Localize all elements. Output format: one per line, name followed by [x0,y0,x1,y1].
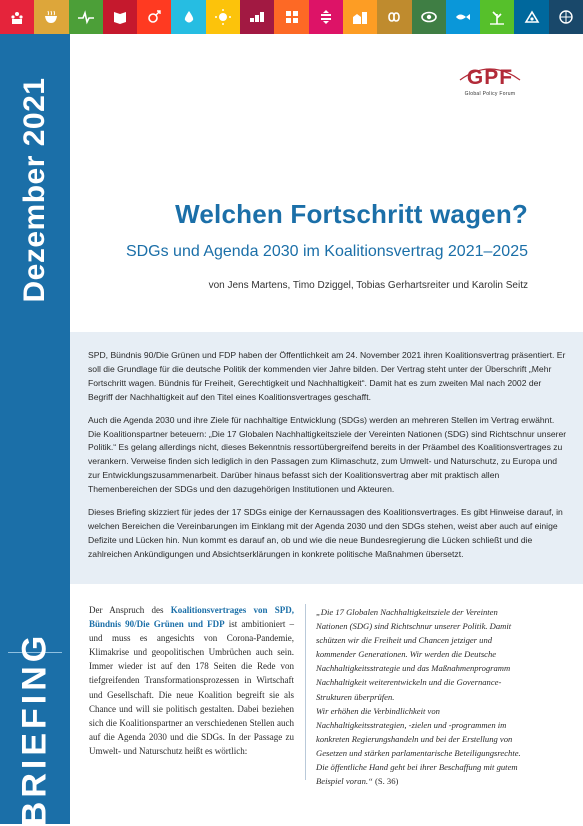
coalition-agreement-link[interactable]: Koalitionsvertrages von SPD, Bündnis 90/Die Grünen und FDP [89,605,294,630]
sdg-tile-3 [69,0,103,34]
life-on-land-icon [488,8,506,26]
sdg-tile-2 [34,0,68,34]
sdg-tile-12 [377,0,411,34]
body-left-column [89,603,294,758]
sdg-tile-7 [206,0,240,34]
responsible-consumption-icon [385,8,403,26]
document-subtitle: SDGs und Agenda 2030 im Koalitionsvertrag 2021–2025 [125,243,528,260]
sidebar [0,34,70,824]
industry-innovation-icon [283,8,301,26]
logo-title: GPF [466,66,514,89]
sdg-tile-16 [514,0,548,34]
sdg-icon-strip [0,0,583,34]
clean-energy-icon [214,8,232,26]
document-authors: von Jens Martens, Timo Dziggel, Tobias Gerhartsreiter und Karolin Seitz [208,280,528,291]
sdg-tile-11 [343,0,377,34]
sdg-tile-10 [309,0,343,34]
sdg-tile-1 [0,0,34,34]
reduced-inequalities-icon [317,8,335,26]
quality-education-icon [111,8,129,26]
partnerships-icon [557,8,575,26]
gpf-logo [452,66,528,102]
sdg-tile-14 [446,0,480,34]
body-quote-column [316,605,526,788]
sdg-tile-5 [137,0,171,34]
sidebar-briefing-label: BRIEFING [15,631,54,826]
sidebar-date: Dezember 2021 [18,77,51,303]
sdg-tile-13 [412,0,446,34]
sdg-tile-15 [480,0,514,34]
sdg-tile-9 [274,0,308,34]
intro-text: ist ambitioniert – und muss es angesichts von Corona-Pandemie, Klimakrise und geopolitischen Umbrüchen auch sein. Immer wieder ist auf den 178 Seiten die Rede von tiefgreifenden Transformationsprozessen in Wirtschaft und Gesellschaft. Die neue Koalition begreift sie als Chance und will sie politisch gestalten. Dabei beziehen sich die Koalitionspartner an verschiedenen Stellen auch auf die Agenda 2030 und die SDGs. In der Passage zu Umwelt- und Naturschutz heißt es wörtlich: [89,619,294,756]
sdg-tile-17 [549,0,583,34]
quote-citation: (S. 36) [372,776,399,787]
gender-equality-icon [145,8,163,26]
peace-justice-icon [523,8,541,26]
zero-hunger-icon [42,8,60,26]
summary-paragraph-1: SPD, Bündnis 90/Die Grünen und FDP haben der Öffentlichkeit am 24. November 2021 ihren Koalitionsvertrag präsentiert. Er soll die Grundlage für die deutsche Politik der kommenden vier Jahre bilden. Der Vertrag steht unter der Überschrift „Mehr Fortschritt wagen. Bündnis für Freiheit, Gerechtigkeit und Nachhaltigkeit“. Damit hat es zum zweiten Mal nach 2002 der Begriff der Nachhaltigkeit auf den Titel eines Koalitionsvertrages geschafft. [88,350,566,402]
sdg-tile-8 [240,0,274,34]
summary-box [70,332,583,584]
climate-action-icon [420,8,438,26]
sustainable-cities-icon [351,8,369,26]
sdg-tile-6 [171,0,205,34]
summary-paragraph-3: Dieses Briefing skizziert für jedes der 17 SDGs einige der Kernaussagen des Koalitionsvertrages. Es gibt Hinweise darauf, in welchen Bereichen die Vereinbarungen im Einklang mit der Agenda 2030 und den SDGs stehen, weist aber auch auf einige Defizite und Lücken hin. Nun kommt es darauf an, ob und wie die neue Bundesregierung die Lücken schließt und die zahlreichen Ankündigungen und Absichtserklärungen in konkrete politische Maßnahmen übersetzt. [88,507,563,559]
quote-divider [305,604,306,780]
good-health-icon [77,8,95,26]
document-title: Welchen Fortschritt wagen? [175,199,528,229]
quote-paragraph-2: Wir erhöhen die Verbindlichkeit von Nachhaltigkeitsstrategien, -zielen und -programmen im konkreten Regierungshandeln und bei der Erstellung von Gesetzen und stärken parlamentarische Beteiligungsrechte. Die öffentliche Hand geht bei ihrer Beschaffung mit gutem Beispiel voran.“ [316,705,521,787]
summary-paragraph-2: Auch die Agenda 2030 und ihre Ziele für nachhaltige Entwicklung (SDGs) werden an mehreren Stellen im Vertrag erwähnt. Die Koalitionspartner beteuern: „Die 17 Globalen Nachhaltigkeitsziele der Vereinten Nationen (SDG) sind Richtschnur unserer Politik.“ Es gelang allerdings nicht, dieses Bekenntnis ressortübergreifend bereits in der Präambel des Koalitionsvertrages zu verankern. Verweise finden sich lediglich in den Passagen zum Klimaschutz, zum Umwelt- und Naturschutz, zu Europa und zur Entwicklungszusammenarbeit. Darüber hinaus befasst sich der Koalitionsvertrag aber mit praktisch allen Themenbereichen der SDGs und den dazugehörigen Institutionen und Akteuren. [88,414,567,495]
intro-prefix: Der Anspruch des [89,605,171,615]
life-below-water-icon [454,8,472,26]
quote-paragraph-1: „Die 17 Globalen Nachhaltigkeitsziele der Vereinten Nationen (SDG) sind Richtschnur unserer Politik. Damit schützen wir die Freiheit und Chancen jetziger und kommender Generationen. Wir werden die Deutsche Nachhaltigkeitsstrategie und das Maßnahmenprogramm Nachhaltigkeit weiterentwickeln und die Governance-Strukturen überprüfen. [316,607,512,702]
logo-subtitle: Global Policy Forum [464,91,516,97]
clean-water-icon [180,8,198,26]
decent-work-icon [248,8,266,26]
no-poverty-icon [8,8,26,26]
sdg-tile-4 [103,0,137,34]
